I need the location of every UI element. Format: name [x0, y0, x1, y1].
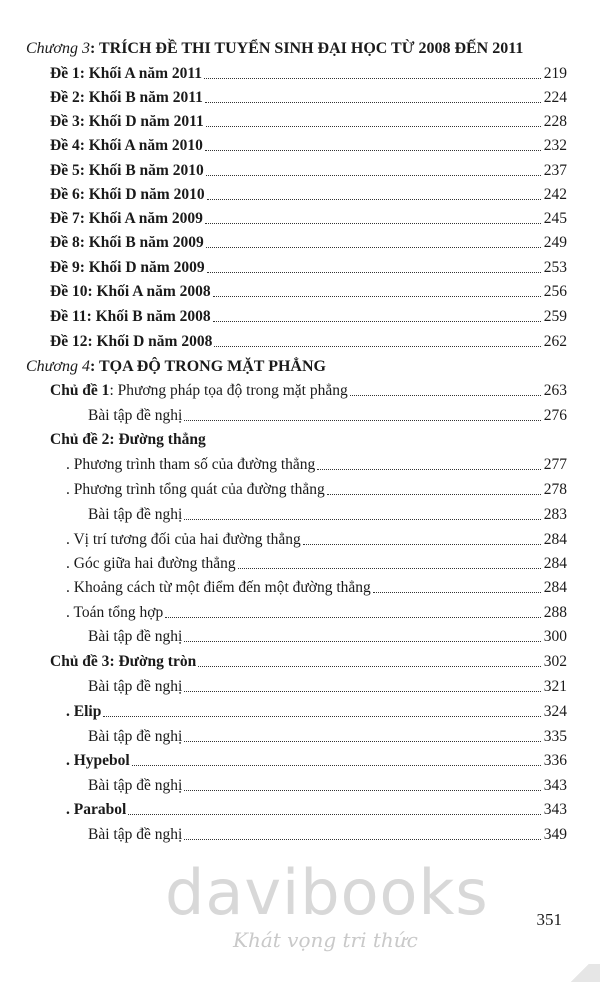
toc-entry-page: 335 — [543, 728, 567, 745]
toc-entry-title: . Vị trí tương đối của hai đường thẳng — [66, 531, 301, 548]
toc-entry[interactable] — [50, 111, 567, 133]
section-entry[interactable] — [66, 799, 567, 821]
topic-entry[interactable] — [50, 380, 567, 402]
toc-entry-title: Đề 5: Khối B năm 2010 — [50, 162, 204, 179]
topic-label: Chủ đề 2: Đường thẳng — [50, 431, 206, 448]
toc-entry-title: . Khoảng cách từ một điểm đến một đường thẳng — [66, 579, 371, 596]
toc-entry-title: Đề 3: Khối D năm 2011 — [50, 113, 204, 130]
toc-entry[interactable] — [50, 184, 567, 206]
toc-entry[interactable] — [50, 331, 567, 353]
exercise-entry[interactable] — [88, 405, 567, 427]
toc-entry-title: Bài tập đề nghị — [88, 628, 183, 645]
topic-label: Chủ đề 3 — [50, 653, 110, 670]
toc-entry-title: Đề 7: Khối A năm 2009 — [50, 210, 203, 227]
toc-entry[interactable] — [50, 160, 567, 182]
toc-entry-page: 263 — [543, 382, 567, 399]
toc-entry-page: 324 — [543, 703, 567, 720]
toc-entry-page: 228 — [543, 113, 567, 130]
toc-entry[interactable] — [50, 63, 567, 85]
toc-entry-page: 242 — [543, 186, 567, 203]
toc-entry-page: 343 — [543, 777, 567, 794]
section-entry[interactable] — [66, 454, 567, 476]
toc-entry-title: Đề 12: Khối D năm 2008 — [50, 333, 213, 350]
toc-entry-page: 288 — [543, 604, 567, 621]
topic-title: : Đường tròn — [109, 653, 197, 670]
toc-entry-title: Bài tập đề nghị — [88, 777, 183, 794]
toc-entry-title: Đề 10: Khối A năm 2008 — [50, 283, 211, 300]
toc-entry-page: 253 — [543, 259, 567, 276]
topic-title: : Phương pháp tọa độ trong mặt phẳng — [109, 382, 348, 399]
exercise-entry[interactable] — [88, 726, 567, 748]
toc-entry-title: . Phương trình tổng quát của đường thẳng — [66, 481, 325, 498]
page-number: 351 — [536, 910, 562, 929]
toc-entry-page: 262 — [543, 333, 567, 350]
toc-entry[interactable] — [50, 208, 567, 230]
toc-entry-page: 237 — [543, 162, 567, 179]
toc-entry-title: . Phương trình tham số của đường thẳng — [66, 456, 316, 473]
toc-entry-title: Đề 8: Khối B năm 2009 — [50, 234, 204, 251]
section-entry[interactable] — [66, 577, 567, 599]
toc-entry-page: 302 — [543, 653, 567, 670]
toc-entry-title: . Góc giữa hai đường thẳng — [66, 555, 236, 572]
toc-entry-page: 284 — [543, 531, 567, 548]
topic-heading — [50, 429, 567, 451]
toc-entry-page: 259 — [543, 308, 567, 325]
exercise-entry[interactable] — [88, 676, 567, 698]
toc-entry-title: Đề 11: Khối B năm 2008 — [50, 308, 211, 325]
toc-entry-title: Bài tập đề nghị — [88, 728, 183, 745]
toc-entry-page: 232 — [543, 137, 567, 154]
toc-entry-title: Đề 1: Khối A năm 2011 — [50, 65, 203, 82]
watermark-brand: davibooks — [165, 856, 489, 929]
toc-entry-page: 283 — [543, 506, 567, 523]
chapter-4-label: Chương 4 — [26, 358, 90, 375]
toc-entry[interactable] — [50, 306, 567, 328]
toc-entry[interactable] — [50, 281, 567, 303]
toc-entry-page: 300 — [543, 628, 567, 645]
toc-entry[interactable] — [50, 87, 567, 109]
toc-entry-page: 284 — [543, 555, 567, 572]
toc-entry-title: . Toán tổng hợp — [66, 604, 164, 621]
toc-entry-title: . Elip — [66, 703, 102, 720]
topic-entry[interactable] — [50, 651, 567, 673]
toc-entry-title: Bài tập đề nghị — [88, 506, 183, 523]
section-entry[interactable] — [66, 529, 567, 551]
chapter-3-heading — [26, 38, 570, 60]
toc-entry-title: Đề 2: Khối B năm 2011 — [50, 89, 203, 106]
toc-entry-title: Bài tập đề nghị — [88, 407, 183, 424]
toc-entry-title: Đề 4: Khối A năm 2010 — [50, 137, 203, 154]
toc-entry-page: 349 — [543, 826, 567, 843]
section-entry[interactable] — [66, 701, 567, 723]
section-entry[interactable] — [66, 479, 567, 501]
chapter-3-title: : TRÍCH ĐỀ THI TUYỂN SINH ĐẠI HỌC TỪ 2008 ĐẾN 2011 — [89, 40, 524, 57]
toc-entry-page: 321 — [543, 678, 567, 695]
toc-entry-page: 245 — [543, 210, 567, 227]
toc-entry-page: 343 — [543, 801, 567, 818]
toc-entry-page: 256 — [543, 283, 567, 300]
toc-entry-page: 224 — [543, 89, 567, 106]
toc-entry-title: Đề 9: Khối D năm 2009 — [50, 259, 205, 276]
toc-entry-title: . Hypebol — [66, 752, 130, 769]
section-entry[interactable] — [66, 553, 567, 575]
toc-entry-page: 277 — [543, 456, 567, 473]
exercise-entry[interactable] — [88, 824, 567, 846]
chapter-3-label: Chương 3 — [26, 40, 90, 57]
section-entry[interactable] — [66, 602, 567, 624]
toc-entry-page: 278 — [543, 481, 567, 498]
toc-entry-page: 284 — [543, 579, 567, 596]
toc-entry-title: . Parabol — [66, 801, 127, 818]
topic-label: Chủ đề 1 — [50, 382, 110, 399]
toc-entry[interactable] — [50, 257, 567, 279]
toc-entry[interactable] — [50, 232, 567, 254]
exercise-entry[interactable] — [88, 626, 567, 648]
toc-entry-title: Bài tập đề nghị — [88, 826, 183, 843]
toc-entry-page: 249 — [543, 234, 567, 251]
section-entry[interactable] — [66, 750, 567, 772]
toc-entry-title: Bài tập đề nghị — [88, 678, 183, 695]
chapter-4-title: : TỌA ĐỘ TRONG MẶT PHẲNG — [89, 358, 326, 375]
watermark-slogan: Khát vọng tri thức — [233, 928, 418, 952]
toc-entry[interactable] — [50, 135, 567, 157]
toc-entry-page: 336 — [543, 752, 567, 769]
toc-entry-page: 219 — [543, 65, 567, 82]
toc-entry-page: 276 — [543, 407, 567, 424]
toc-entry-title: Đề 6: Khối D năm 2010 — [50, 186, 205, 203]
chapter-4-heading — [26, 356, 570, 378]
exercise-entry[interactable] — [88, 775, 567, 797]
exercise-entry[interactable] — [88, 504, 567, 526]
page-corner-shadow — [560, 964, 600, 982]
